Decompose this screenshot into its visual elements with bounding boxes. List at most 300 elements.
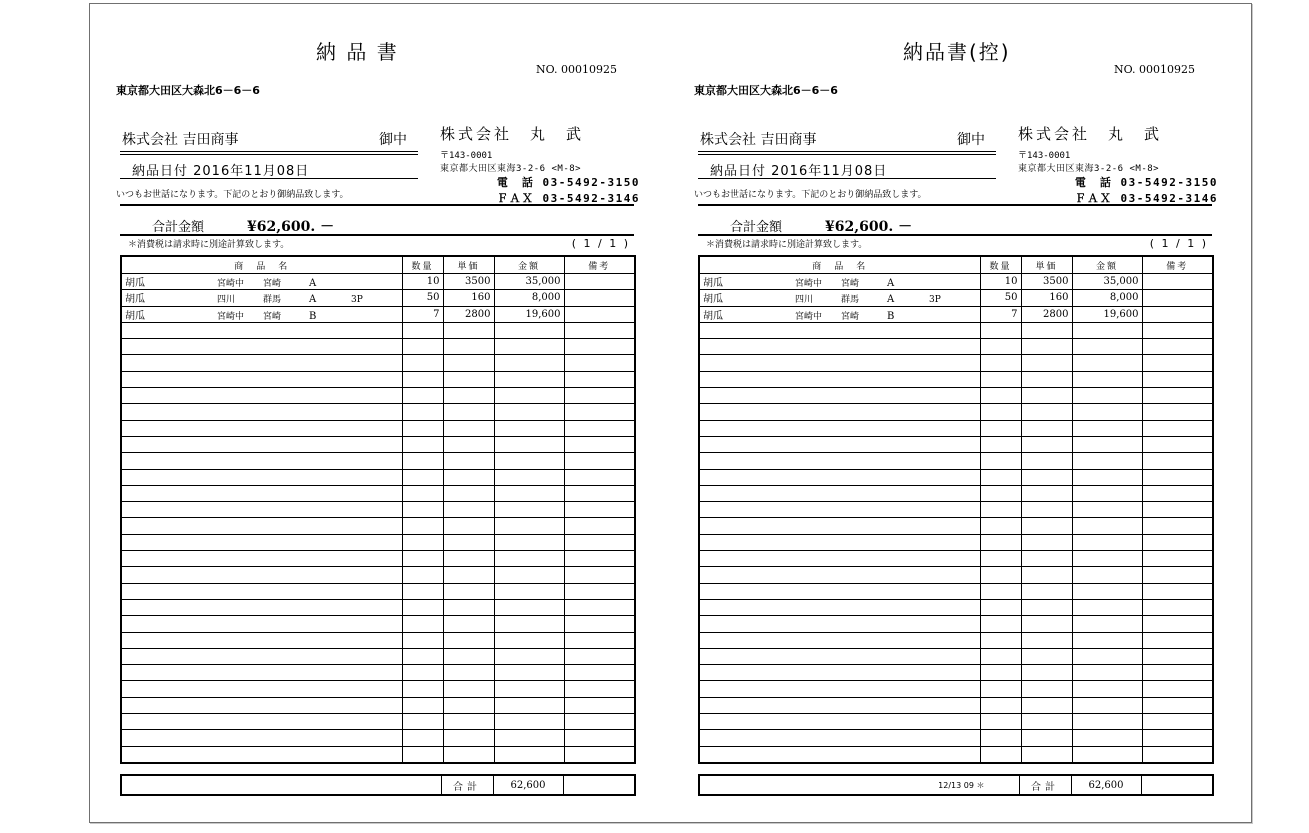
cell-amount: 35,000 (1072, 274, 1142, 290)
table-row (699, 274, 1213, 290)
cell-amount (494, 567, 564, 583)
cell-product (121, 274, 402, 290)
table-row (121, 436, 635, 452)
cell-product (699, 469, 980, 485)
cell-product (121, 453, 402, 469)
sender-company: 株式会社 丸 武 (440, 125, 585, 143)
cell-remarks (564, 599, 635, 615)
sender-address: 東京都大田区東海3-2-6 <M-8> (440, 164, 582, 174)
product-name: 胡瓜 (703, 294, 723, 306)
cell-qty (402, 665, 443, 681)
cell-product (699, 453, 980, 469)
cell-product (121, 551, 402, 567)
cell-unit-price (1021, 714, 1072, 730)
items-table (698, 255, 1214, 764)
cell-amount (494, 583, 564, 599)
cell-qty (402, 485, 443, 501)
table-header-row (121, 256, 635, 274)
cell-remarks (1142, 404, 1213, 420)
customer-name: 株式会社 吉田商事 (122, 132, 239, 148)
cell-product (699, 485, 980, 501)
sender-block (1018, 123, 1218, 206)
cell-remarks (1142, 534, 1213, 550)
cell-product (699, 322, 980, 338)
cell-qty (980, 665, 1021, 681)
cell-unit-price (1021, 616, 1072, 632)
cell-remarks (564, 567, 635, 583)
cell-remarks (1142, 551, 1213, 567)
cell-remarks (564, 502, 635, 518)
product-name: 胡瓜 (125, 278, 145, 290)
cell-unit-price (1021, 436, 1072, 452)
footer-total-value: 62,600 (493, 775, 563, 795)
cell-product (121, 746, 402, 763)
cell-amount (1072, 420, 1142, 436)
cell-product (699, 339, 980, 355)
table-row (121, 274, 635, 290)
cell-qty (402, 583, 443, 599)
cell-amount (494, 714, 564, 730)
divider (120, 154, 418, 155)
cell-amount (1072, 485, 1142, 501)
table-row (121, 534, 635, 550)
cell-remarks (1142, 730, 1213, 746)
cell-remarks (564, 681, 635, 697)
cell-product (699, 436, 980, 452)
cell-remarks (564, 697, 635, 713)
table-row (121, 697, 635, 713)
cell-remarks (564, 714, 635, 730)
delivery-date: 納品日付 2016年11月08日 (132, 164, 310, 179)
cell-remarks (564, 355, 635, 371)
greeting-text: いつもお世話になります。下記のとおり御納品致します。 (694, 190, 927, 200)
cell-qty (402, 599, 443, 615)
table-row (699, 388, 1213, 404)
product-origin: 宮崎中 (795, 279, 823, 290)
cell-product (121, 502, 402, 518)
cell-remarks (564, 746, 635, 763)
cell-remarks (564, 404, 635, 420)
cell-unit-price (443, 616, 494, 632)
cell-amount (494, 502, 564, 518)
divider (698, 151, 996, 152)
table-row (699, 420, 1213, 436)
cell-unit-price (443, 632, 494, 648)
product-origin: 宮崎中 (217, 279, 245, 290)
cell-amount (1072, 599, 1142, 615)
col-header-qty: 数量 (980, 256, 1021, 274)
honorific: 御中 (957, 132, 985, 148)
cell-remarks (564, 274, 635, 290)
cell-remarks (1142, 306, 1213, 322)
cell-qty (402, 551, 443, 567)
footer-blank-cell (1141, 775, 1213, 795)
table-row (699, 665, 1213, 681)
cell-amount (1072, 339, 1142, 355)
delivery-note-original (90, 4, 670, 822)
cell-remarks (564, 632, 635, 648)
cell-unit-price (443, 648, 494, 664)
cell-amount (1072, 534, 1142, 550)
cell-product (699, 371, 980, 387)
cell-unit-price (443, 551, 494, 567)
cell-product (699, 714, 980, 730)
col-header-remarks: 備考 (564, 256, 635, 274)
cell-amount (494, 697, 564, 713)
cell-amount (1072, 436, 1142, 452)
cell-amount (1072, 518, 1142, 534)
cell-unit-price (443, 534, 494, 550)
cell-remarks (564, 371, 635, 387)
table-row (699, 599, 1213, 615)
cell-remarks (1142, 648, 1213, 664)
table-row (699, 681, 1213, 697)
cell-product (121, 306, 402, 322)
cell-unit-price: 160 (443, 290, 494, 306)
table-row (121, 453, 635, 469)
cell-product (699, 567, 980, 583)
cell-product (121, 290, 402, 306)
col-header-unit-price: 単価 (443, 256, 494, 274)
cell-unit-price (443, 583, 494, 599)
table-row (121, 665, 635, 681)
cell-qty (402, 388, 443, 404)
cell-product (699, 388, 980, 404)
cell-product (121, 567, 402, 583)
cell-product (121, 355, 402, 371)
cell-amount (494, 355, 564, 371)
cell-amount (1072, 616, 1142, 632)
cell-remarks (1142, 567, 1213, 583)
cell-amount: 35,000 (494, 274, 564, 290)
cell-unit-price (1021, 665, 1072, 681)
page-number: ( 1 / 1 ) (1149, 237, 1208, 250)
cell-unit-price (443, 502, 494, 518)
cell-remarks (1142, 616, 1213, 632)
cell-qty (402, 339, 443, 355)
table-row (699, 453, 1213, 469)
table-row (121, 388, 635, 404)
cell-product (121, 371, 402, 387)
col-header-qty: 数量 (402, 256, 443, 274)
cell-product (699, 648, 980, 664)
greeting-text: いつもお世話になります。下記のとおり御納品致します。 (116, 190, 349, 200)
cell-unit-price (1021, 371, 1072, 387)
page-number: ( 1 / 1 ) (571, 237, 630, 250)
product-grower: 宮崎 (841, 279, 860, 290)
cell-amount (494, 534, 564, 550)
cell-qty (980, 681, 1021, 697)
cell-unit-price (443, 322, 494, 338)
product-grade: A (309, 294, 317, 306)
cell-unit-price: 3500 (1021, 274, 1072, 290)
cell-qty (980, 534, 1021, 550)
cell-product (121, 404, 402, 420)
table-row (699, 534, 1213, 550)
cell-qty (402, 322, 443, 338)
cell-qty (402, 616, 443, 632)
sender-phone: 電 話 03-5492-3150 (496, 176, 640, 189)
footer-total-label: 合計 (1019, 775, 1071, 795)
cell-amount (1072, 567, 1142, 583)
cell-amount (1072, 502, 1142, 518)
cell-unit-price (443, 518, 494, 534)
cell-amount (494, 388, 564, 404)
cell-unit-price (1021, 681, 1072, 697)
table-row (121, 290, 635, 306)
col-header-unit-price: 単価 (1021, 256, 1072, 274)
cell-amount (494, 681, 564, 697)
product-grower: 宮崎 (841, 311, 860, 322)
customer-name: 株式会社 吉田商事 (700, 132, 817, 148)
col-header-amount: 金額 (494, 256, 564, 274)
cell-qty (980, 632, 1021, 648)
cell-qty (980, 518, 1021, 534)
cell-product (699, 355, 980, 371)
cell-qty (980, 339, 1021, 355)
cell-unit-price (443, 339, 494, 355)
table-row (121, 616, 635, 632)
cell-qty: 7 (402, 306, 443, 322)
product-grower: 宮崎 (263, 279, 282, 290)
cell-product (121, 632, 402, 648)
cell-qty (402, 502, 443, 518)
cell-amount (1072, 322, 1142, 338)
cell-unit-price (1021, 746, 1072, 763)
table-row (699, 567, 1213, 583)
cell-remarks (564, 436, 635, 452)
sender-block (440, 123, 640, 206)
product-grade: A (887, 278, 895, 290)
cell-remarks (564, 534, 635, 550)
cell-qty (980, 551, 1021, 567)
customer-name-block (700, 129, 985, 149)
cell-unit-price (443, 469, 494, 485)
product-name: 胡瓜 (125, 294, 145, 306)
cell-remarks (1142, 665, 1213, 681)
table-row (121, 485, 635, 501)
cell-amount (1072, 404, 1142, 420)
table-row (121, 355, 635, 371)
document-title: 納 品 書 (316, 40, 399, 64)
cell-unit-price (443, 371, 494, 387)
cell-amount (494, 436, 564, 452)
cell-product (699, 420, 980, 436)
product-origin: 四川 (795, 295, 814, 306)
product-grade: B (887, 310, 895, 322)
cell-qty (980, 355, 1021, 371)
table-row (699, 583, 1213, 599)
cell-product (121, 599, 402, 615)
cell-product (121, 518, 402, 534)
cell-unit-price (1021, 567, 1072, 583)
cell-unit-price (443, 404, 494, 420)
cell-remarks (564, 583, 635, 599)
cell-unit-price (1021, 404, 1072, 420)
cell-qty: 50 (980, 290, 1021, 306)
cell-amount (1072, 681, 1142, 697)
cell-qty (402, 730, 443, 746)
cell-unit-price (1021, 583, 1072, 599)
cell-unit-price (443, 599, 494, 615)
cell-amount: 19,600 (1072, 306, 1142, 322)
cell-remarks (564, 648, 635, 664)
cell-unit-price (443, 714, 494, 730)
cell-product (699, 599, 980, 615)
cell-amount (1072, 730, 1142, 746)
cell-qty (980, 404, 1021, 420)
cell-amount (1072, 355, 1142, 371)
product-origin: 四川 (217, 295, 236, 306)
cell-unit-price (1021, 355, 1072, 371)
cell-qty: 7 (980, 306, 1021, 322)
cell-remarks (564, 485, 635, 501)
document-number: NO. 00010925 (536, 63, 617, 76)
product-name: 胡瓜 (703, 310, 723, 322)
total-amount-value: ¥62,600. － (247, 219, 335, 235)
honorific: 御中 (379, 132, 407, 148)
cell-amount (494, 648, 564, 664)
cell-amount (494, 404, 564, 420)
table-row (121, 306, 635, 322)
cell-qty (402, 697, 443, 713)
product-pack: 3P (929, 295, 941, 306)
cell-amount (1072, 648, 1142, 664)
cell-amount (1072, 551, 1142, 567)
col-header-amount: 金額 (1072, 256, 1142, 274)
cell-unit-price (1021, 697, 1072, 713)
divider (120, 178, 418, 179)
cell-product (699, 306, 980, 322)
product-origin: 宮崎中 (795, 311, 823, 322)
cell-remarks (564, 665, 635, 681)
table-row (121, 730, 635, 746)
cell-qty (402, 681, 443, 697)
items-table (120, 255, 636, 764)
divider (698, 178, 996, 179)
cell-remarks (1142, 355, 1213, 371)
table-row (699, 746, 1213, 763)
table-header-row (699, 256, 1213, 274)
cell-product (699, 746, 980, 763)
cell-remarks (1142, 339, 1213, 355)
cell-qty: 10 (402, 274, 443, 290)
table-row (121, 681, 635, 697)
cell-remarks (1142, 469, 1213, 485)
table-row (121, 502, 635, 518)
table-row (121, 648, 635, 664)
cell-product (699, 681, 980, 697)
cell-unit-price (1021, 420, 1072, 436)
sender-fax: ＦＡＸ 03-5492-3146 (496, 192, 640, 205)
cell-qty (980, 436, 1021, 452)
cell-product (121, 665, 402, 681)
cell-qty (980, 502, 1021, 518)
table-row (699, 469, 1213, 485)
cell-amount (494, 632, 564, 648)
delivery-date: 納品日付 2016年11月08日 (710, 164, 888, 179)
cell-unit-price (1021, 632, 1072, 648)
cell-unit-price (443, 567, 494, 583)
cell-unit-price (1021, 388, 1072, 404)
cell-qty (402, 648, 443, 664)
cell-unit-price (443, 485, 494, 501)
table-row (699, 551, 1213, 567)
footer-total-label: 合計 (441, 775, 493, 795)
sender-phone: 電 話 03-5492-3150 (1074, 176, 1218, 189)
cell-remarks (1142, 714, 1213, 730)
divider (120, 151, 418, 152)
cell-qty (402, 355, 443, 371)
product-name: 胡瓜 (125, 310, 145, 322)
cell-qty (980, 567, 1021, 583)
delivery-note-copy (668, 4, 1248, 822)
table-row (121, 599, 635, 615)
cell-product (699, 534, 980, 550)
table-row (121, 469, 635, 485)
cell-unit-price (1021, 599, 1072, 615)
cell-remarks (1142, 502, 1213, 518)
cell-qty (402, 371, 443, 387)
table-row (699, 518, 1213, 534)
product-grower: 群馬 (841, 295, 860, 306)
cell-amount (494, 616, 564, 632)
cell-amount (1072, 469, 1142, 485)
document-title: 納品書(控) (903, 40, 1011, 64)
cell-unit-price (1021, 339, 1072, 355)
cell-amount (494, 730, 564, 746)
customer-name-block (122, 129, 407, 149)
col-header-remarks: 備考 (1142, 256, 1213, 274)
cell-amount (494, 469, 564, 485)
cell-product (121, 436, 402, 452)
cell-qty (980, 388, 1021, 404)
table-row (699, 502, 1213, 518)
cell-remarks (1142, 274, 1213, 290)
cell-qty (402, 714, 443, 730)
cell-remarks (564, 730, 635, 746)
cell-qty (980, 697, 1021, 713)
table-row (699, 632, 1213, 648)
cell-product (699, 665, 980, 681)
total-amount-value: ¥62,600. － (825, 219, 913, 235)
cell-qty (980, 746, 1021, 763)
print-stamp: 12/13 09 ＊ (699, 775, 1019, 795)
footer-total-value: 62,600 (1071, 775, 1141, 795)
cell-unit-price (1021, 648, 1072, 664)
table-row (699, 339, 1213, 355)
cell-remarks (564, 290, 635, 306)
product-name: 胡瓜 (703, 278, 723, 290)
cell-remarks (1142, 681, 1213, 697)
document-number: NO. 00010925 (1114, 63, 1195, 76)
cell-unit-price (1021, 502, 1072, 518)
product-pack: 3P (351, 295, 363, 306)
cell-qty (402, 469, 443, 485)
divider (698, 204, 1212, 206)
table-row (121, 714, 635, 730)
cell-qty (980, 420, 1021, 436)
cell-qty (980, 469, 1021, 485)
tax-note: ＊消費税は請求時に別途計算致します。 (706, 240, 868, 250)
cell-qty (980, 599, 1021, 615)
cell-product (699, 502, 980, 518)
cell-amount (494, 599, 564, 615)
cell-remarks (1142, 371, 1213, 387)
cell-unit-price (1021, 518, 1072, 534)
cell-amount (494, 371, 564, 387)
cell-remarks (564, 518, 635, 534)
